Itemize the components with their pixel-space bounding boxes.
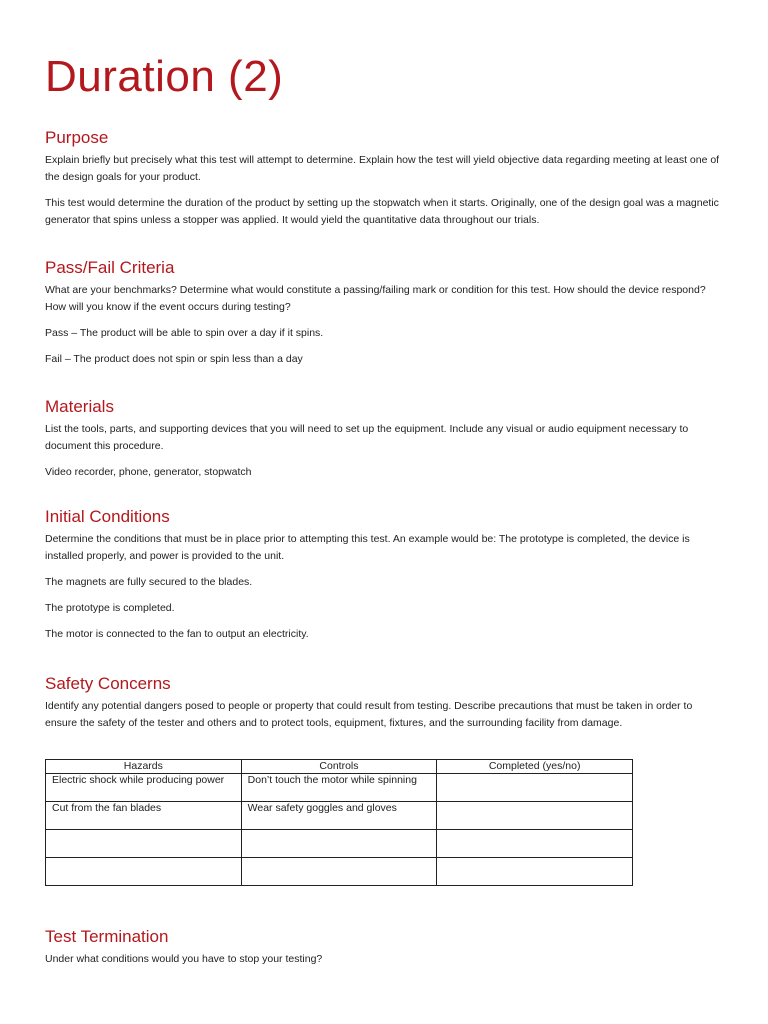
test-termination-section [45, 927, 725, 977]
initial-conditions-heading: Initial Conditions [45, 507, 170, 526]
test-termination-heading: Test Termination [45, 927, 169, 946]
initial-condition-item: The magnets are fully secured to the blades. [45, 576, 253, 588]
materials-heading: Materials [45, 397, 114, 416]
hazards-table [45, 759, 633, 886]
table-cell [437, 830, 633, 858]
table-row [46, 830, 633, 858]
safety-section [45, 674, 725, 741]
table-cell [437, 858, 633, 886]
table-header-row [46, 760, 633, 774]
pass-criterion: Pass – The product will be able to spin over a day if it spins. [45, 327, 324, 339]
table-cell [241, 830, 437, 858]
safety-heading: Safety Concerns [45, 674, 171, 693]
fail-criterion: Fail – The product does not spin or spin less than a day [45, 353, 303, 365]
table-header: Completed (yes/no) [437, 760, 633, 774]
table-cell [437, 774, 633, 802]
table-cell [46, 830, 242, 858]
safety-instruction: Identify any potential dangers posed to people or property that could result from testing. Describe precautions that must be taken in order to ensure the safety of the tester and others and to protect tools, equipment, fixtures, and the surrounding facility from damage. [45, 700, 693, 729]
purpose-answer: This test would determine the duration of the product by setting up the stopwatch when it starts. Originally, one of the design goal was a magnetic generator that spins unless a stopper was applied. It would yield the quantitative data throughout our trials. [45, 197, 719, 226]
initial-conditions-instruction: Determine the conditions that must be in place prior to attempting this test. An example would be: The prototype is completed, the device is installed properly, and power is provided to the unit. [45, 533, 690, 562]
purpose-instruction: Explain briefly but precisely what this test will attempt to determine. Explain how the test will yield objective data regarding meeting at least one of the design goals for your product. [45, 154, 720, 183]
page-title: Duration (2) [45, 52, 284, 101]
table-row [46, 774, 633, 802]
table-cell: Don’t touch the motor while spinning [241, 774, 437, 802]
pass-fail-instruction: What are your benchmarks? Determine what would constitute a passing/failing mark or condition for this test. How should the device respond? How will you know if the event occurs during testing? [45, 284, 706, 313]
table-cell: Wear safety goggles and gloves [241, 802, 437, 830]
table-row [46, 802, 633, 830]
table-header: Hazards [46, 760, 242, 774]
purpose-heading: Purpose [45, 128, 109, 147]
purpose-section [45, 128, 725, 238]
pass-fail-section [45, 258, 725, 377]
initial-condition-item: The motor is connected to the fan to output an electricity. [45, 628, 309, 640]
table-cell [46, 858, 242, 886]
initial-condition-item: The prototype is completed. [45, 602, 175, 614]
table-header: Controls [241, 760, 437, 774]
materials-instruction: List the tools, parts, and supporting devices that you will need to set up the equipment. Include any visual or audio equipment necessary to document this procedure. [45, 423, 689, 452]
materials-answer: Video recorder, phone, generator, stopwatch [45, 466, 252, 478]
table-cell [437, 802, 633, 830]
initial-conditions-section [45, 507, 725, 652]
table-row [46, 858, 633, 886]
table-cell: Cut from the fan blades [46, 802, 242, 830]
materials-section [45, 397, 725, 490]
table-cell [241, 858, 437, 886]
pass-fail-heading: Pass/Fail Criteria [45, 258, 175, 277]
test-termination-instruction: Under what conditions would you have to stop your testing? [45, 953, 323, 965]
table-cell: Electric shock while producing power [46, 774, 242, 802]
